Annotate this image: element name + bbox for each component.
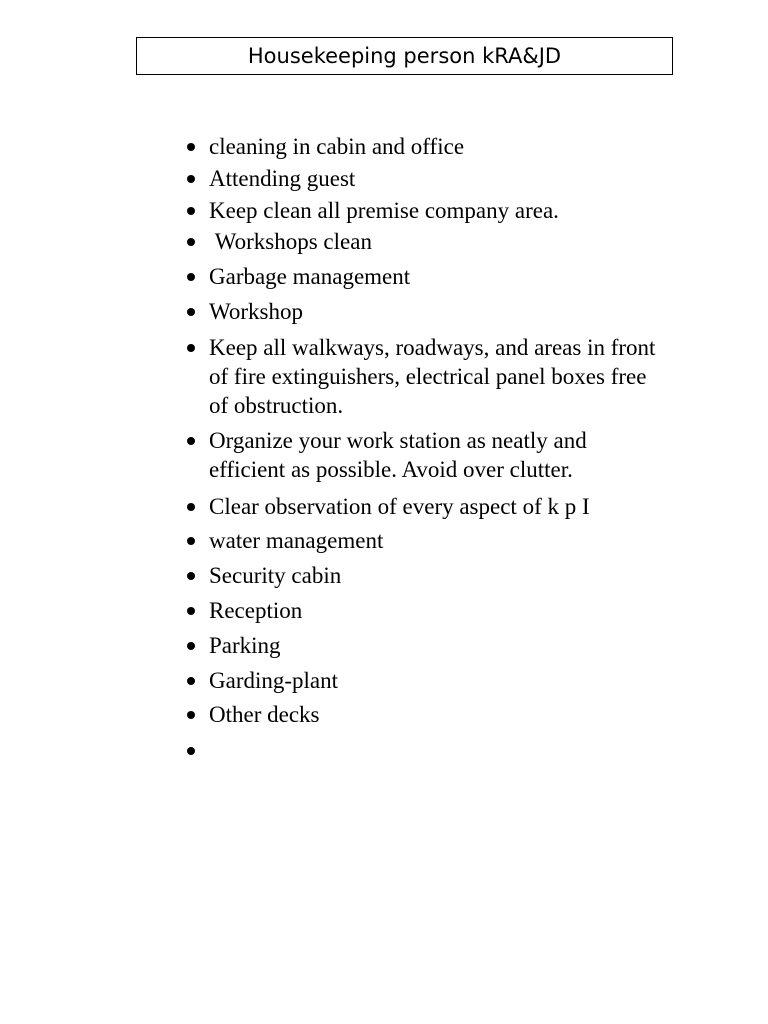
list-item-text: Parking: [209, 633, 281, 658]
list-item: [182, 700, 662, 729]
list-item-text: Garding-plant: [209, 668, 339, 693]
list-item: [182, 526, 662, 555]
list-item-text: Garbage management: [209, 264, 411, 289]
list-item: [182, 132, 662, 161]
list-item-text: Organize your work station as neatly and efficient as possible. Avoid over clutter.: [209, 428, 593, 482]
list-item: [182, 262, 662, 291]
list-item: [182, 631, 662, 660]
list-item-text: cleaning in cabin and office: [209, 134, 465, 159]
list-item-text: Security cabin: [209, 563, 342, 588]
list-item: [182, 297, 662, 326]
list-item-text: Workshop: [209, 299, 303, 324]
list-item-text: Other decks: [209, 702, 320, 727]
document-title: Housekeeping person kRA&JD: [247, 44, 562, 68]
list-item-text: water management: [209, 528, 384, 553]
list-item-text: Clear observation of every aspect of k p I: [209, 494, 590, 519]
list-item: [182, 492, 662, 521]
list-item-text: Attending guest: [209, 166, 356, 191]
list-item-text: Workshops clean: [209, 229, 372, 254]
list-item: [182, 164, 662, 193]
list-item: [182, 426, 662, 484]
list-item: [182, 196, 662, 225]
list-item-text: Keep all walkways, roadways, and areas in front of fire extinguishers, electrical panel boxes free of obstruction.: [209, 335, 662, 418]
list-item-text: Reception: [209, 598, 303, 623]
list-item: [182, 596, 662, 625]
list-item-text: Keep clean all premise company area.: [209, 198, 559, 223]
list-item: [182, 333, 662, 420]
list-item: [182, 666, 662, 695]
list-item: [182, 561, 662, 590]
list-item: [182, 227, 662, 256]
